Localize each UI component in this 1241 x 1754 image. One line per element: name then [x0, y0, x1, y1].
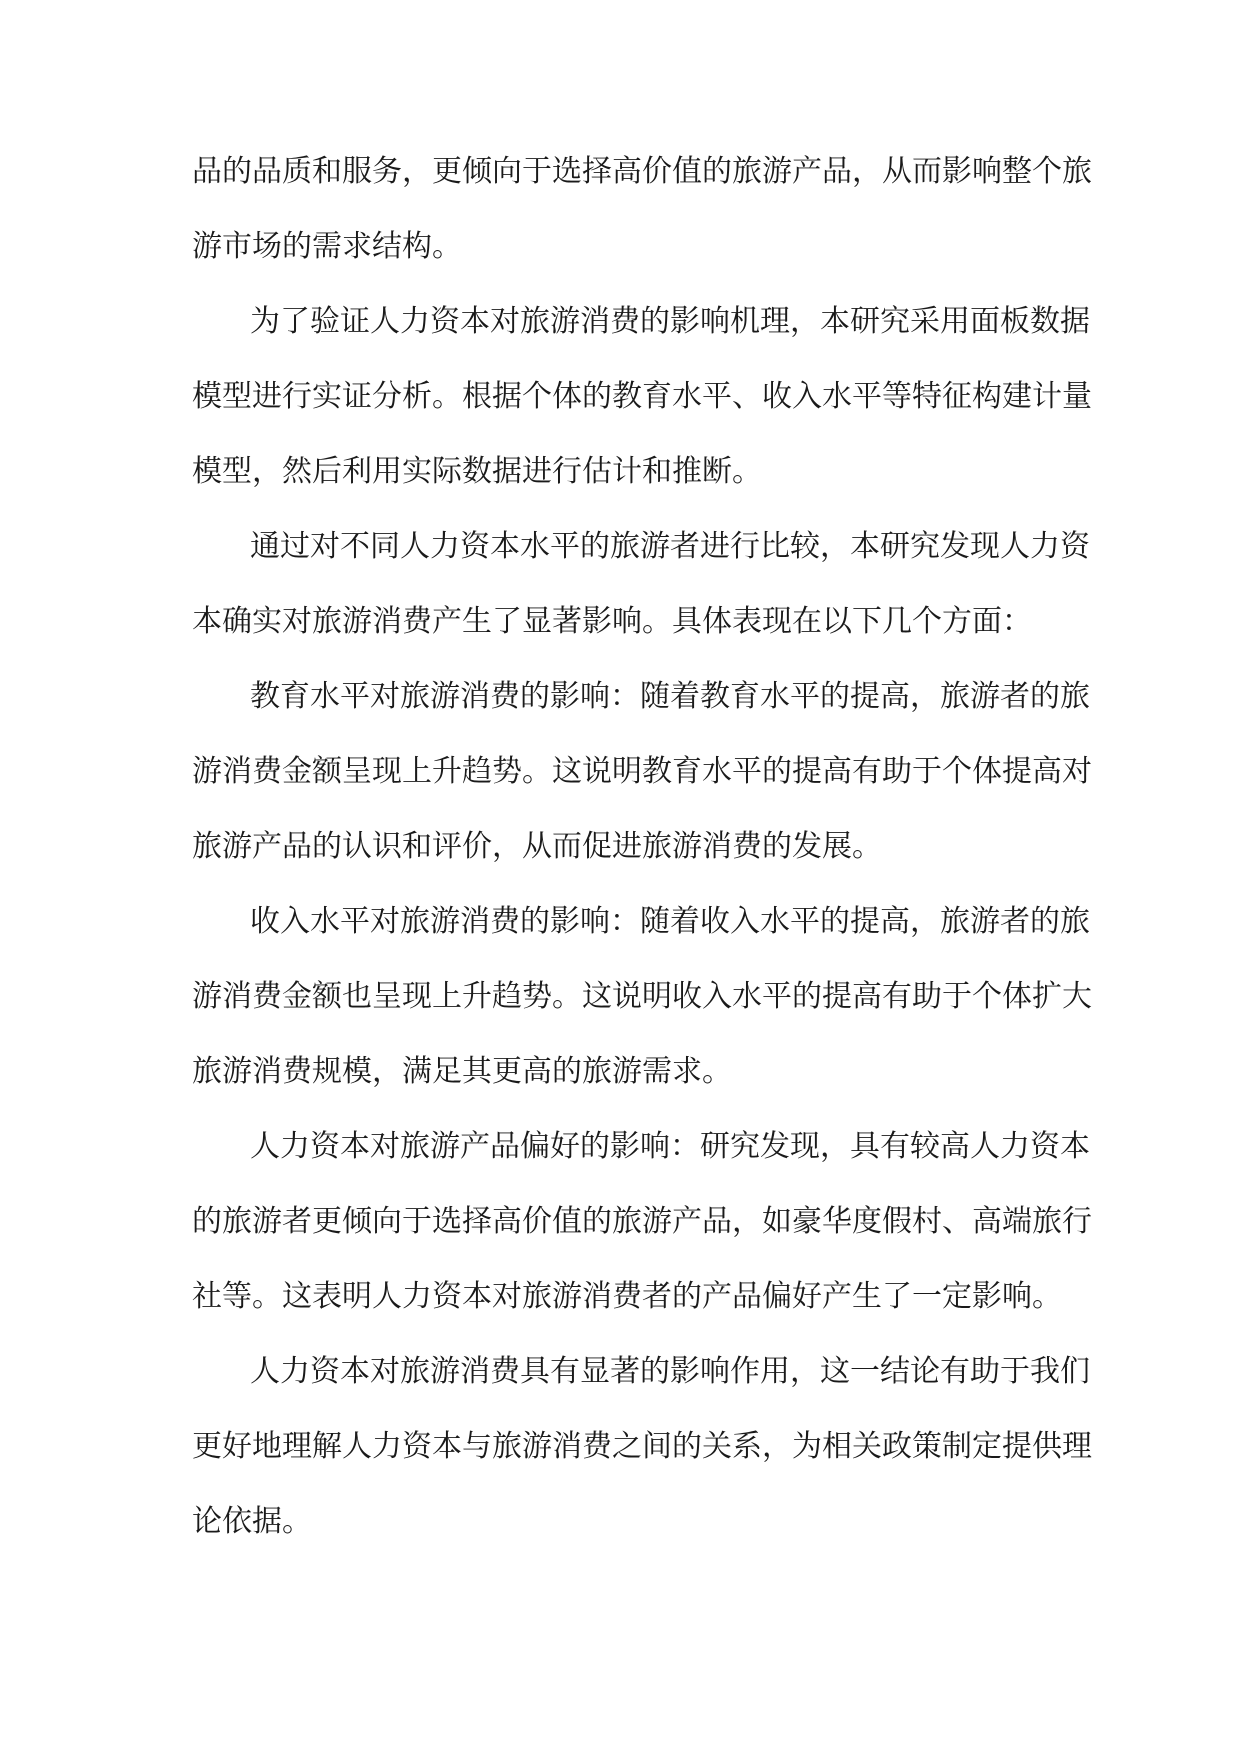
- paragraph: [192, 284, 1092, 509]
- text-line: 游市场的需求结构。: [192, 229, 462, 264]
- document-page: [192, 134, 1092, 1559]
- text-line: 论依据。: [192, 1504, 312, 1539]
- text-line: 教育水平对旅游消费的影响：随着教育水平的提高，旅游者的旅: [250, 679, 1090, 714]
- text-line: 人力资本对旅游消费具有显著的影响作用，这一结论有助于我们: [250, 1354, 1090, 1389]
- text-line: 旅游消费规模，满足其更高的旅游需求。: [192, 1054, 732, 1089]
- text-line: 为了验证人力资本对旅游消费的影响机理，本研究采用面板数据: [250, 304, 1090, 339]
- text-line: 的旅游者更倾向于选择高价值的旅游产品，如豪华度假村、高端旅行: [192, 1204, 1092, 1239]
- paragraph: [192, 134, 1092, 284]
- paragraph: [192, 1109, 1092, 1334]
- text-line: 更好地理解人力资本与旅游消费之间的关系，为相关政策制定提供理: [192, 1429, 1092, 1464]
- paragraph: [192, 509, 1090, 659]
- text-line: 人力资本对旅游产品偏好的影响：研究发现，具有较高人力资本: [250, 1129, 1090, 1164]
- text-line: 品的品质和服务，更倾向于选择高价值的旅游产品，从而影响整个旅: [192, 154, 1092, 189]
- text-line: 本确实对旅游消费产生了显著影响。具体表现在以下几个方面：: [192, 604, 1032, 639]
- text-line: 模型，然后利用实际数据进行估计和推断。: [192, 454, 762, 489]
- paragraph: [192, 659, 1092, 884]
- paragraph: [192, 1334, 1092, 1559]
- text-line: 游消费金额也呈现上升趋势。这说明收入水平的提高有助于个体扩大: [192, 979, 1092, 1014]
- text-line: 通过对不同人力资本水平的旅游者进行比较，本研究发现人力资: [250, 529, 1090, 564]
- text-line: 社等。这表明人力资本对旅游消费者的产品偏好产生了一定影响。: [192, 1279, 1062, 1314]
- text-line: 游消费金额呈现上升趋势。这说明教育水平的提高有助于个体提高对: [192, 754, 1092, 789]
- paragraph: [192, 884, 1092, 1109]
- text-line: 旅游产品的认识和评价，从而促进旅游消费的发展。: [192, 829, 882, 864]
- text-line: 收入水平对旅游消费的影响：随着收入水平的提高，旅游者的旅: [250, 904, 1090, 939]
- text-line: 模型进行实证分析。根据个体的教育水平、收入水平等特征构建计量: [192, 379, 1092, 414]
